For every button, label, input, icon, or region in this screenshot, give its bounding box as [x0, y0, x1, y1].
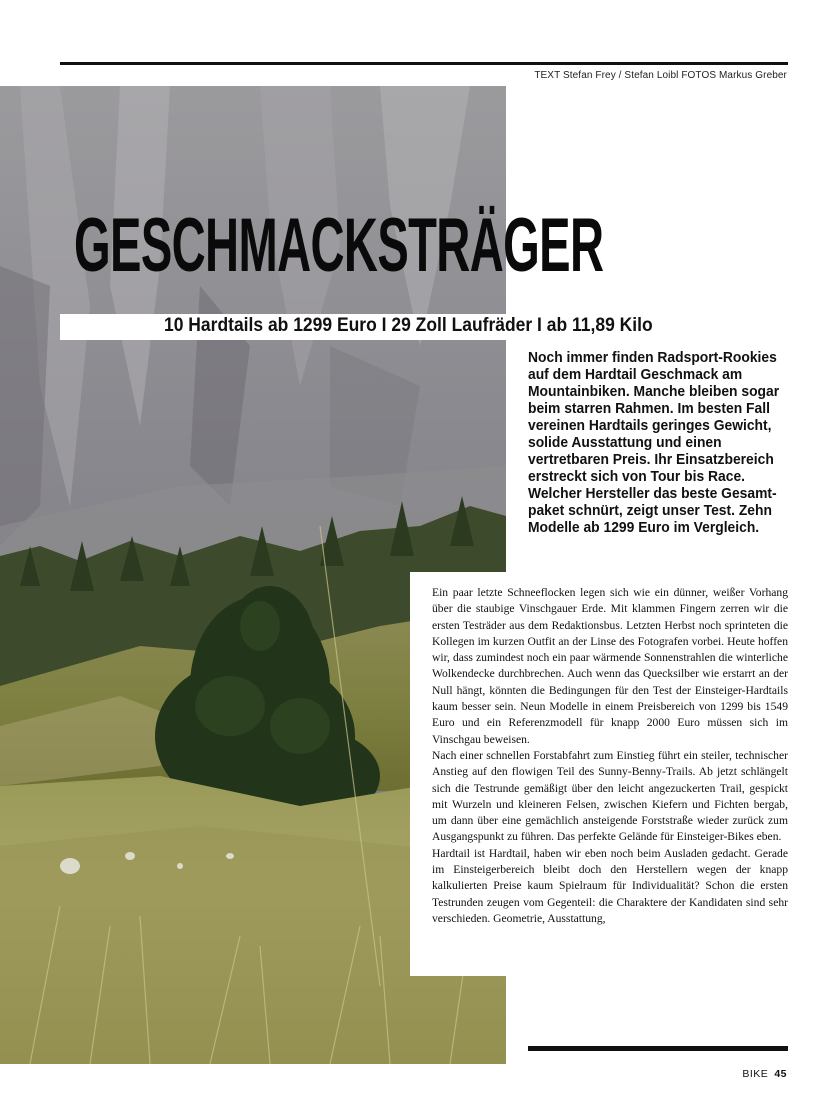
article-body	[432, 585, 788, 927]
page-number: 45	[774, 1068, 787, 1080]
page-folio	[742, 1068, 787, 1080]
bottom-rule	[528, 1046, 788, 1051]
body-paragraph-1: Ein paar letzte Schneeflocken legen sich wie ein dünner, weißer Vorhang über die staubige Vinschgauer Erde. Mit klammen Fingern zerren wir die ersten Testräder aus dem Redaktionsbus. Letzten Herbst noch sprinteten die Kollegen im kurzen Outfit an der Linse des Fotografen vorbei. Heute hoffen wir, dass zumindest noch ein paar wärmende Sonnenstrahlen die winterliche Wolkendecke durchbrechen. Auch wenn das Quecksilber wie erstarrt an der Null hängt, könnten die Bedingungen für den Test der Einsteiger-Hardtails kaum besser sein. Neun Modelle in einem Preisbereich von 1299 bis 1549 Euro und ein Referenzmodell für knapp 2000 Euro müssen sich im Vinschgau beweisen.	[432, 586, 788, 746]
magazine-name: BIKE	[742, 1068, 769, 1080]
article-credits	[534, 70, 787, 81]
body-paragraph-3: Hardtail ist Hardtail, haben wir eben noch beim Ausladen gedacht. Gerade im Einsteigerbereich bleibt doch den Herstellern wegen der knapp kalkulierten Preise kaum Spielraum für Individualität? Schon die ersten Testrunden zeugen vom Gegenteil: die Charaktere der Kandidaten sind sehr verschieden. Geometrie, Ausstattung,	[432, 846, 788, 925]
article-subline: 10 Hardtails ab 1299 Euro I 29 Zoll Laufräder I ab 11,89 Kilo	[164, 315, 653, 336]
article-lead-paragraph: Noch immer finden Radsport-Rookies auf dem Hardtail Geschmack am Mountainbiken. Manche bleiben sogar beim starren Rahmen. Im besten Fall vereinen Hardtails geringes Gewicht, solide Ausstattung und einen vertretbaren Preis. Ihr Einsatzbereich erstreckt sich von Tour bis Race. Welcher Hersteller das beste Gesamtpaket schnürt, zeigt unser Test. Zehn Modelle ab 1299 Euro im Vergleich.	[528, 350, 780, 536]
credits-photos-label: FOTOS	[681, 70, 717, 81]
article-headline: GESCHMACKSTRÄGER	[74, 203, 604, 288]
top-rule	[60, 62, 788, 65]
body-paragraph-2: Nach einer schnellen Forstabfahrt zum Einstieg führt ein steiler, technischer Anstieg auf den flowigen Teil des Sunny-Benny-Trails. Ab jetzt schlängelt sich die Testrunde gemäßigt über den leicht angezuckerten Trail, gespickt mit Wurzeln und kleineren Felsen, zwischen Kiefern und Fichten bergab, um dann über eine gemächlich ansteigende Forststraße wieder zurück zum Ausgangspunkt zu führen. Das perfekte Gelände für Einsteiger-Bikes eben.	[432, 748, 788, 844]
credits-text-label: TEXT	[534, 70, 561, 81]
credits-authors: Stefan Frey / Stefan Loibl	[563, 70, 679, 81]
credits-photographer: Markus Greber	[719, 70, 787, 81]
